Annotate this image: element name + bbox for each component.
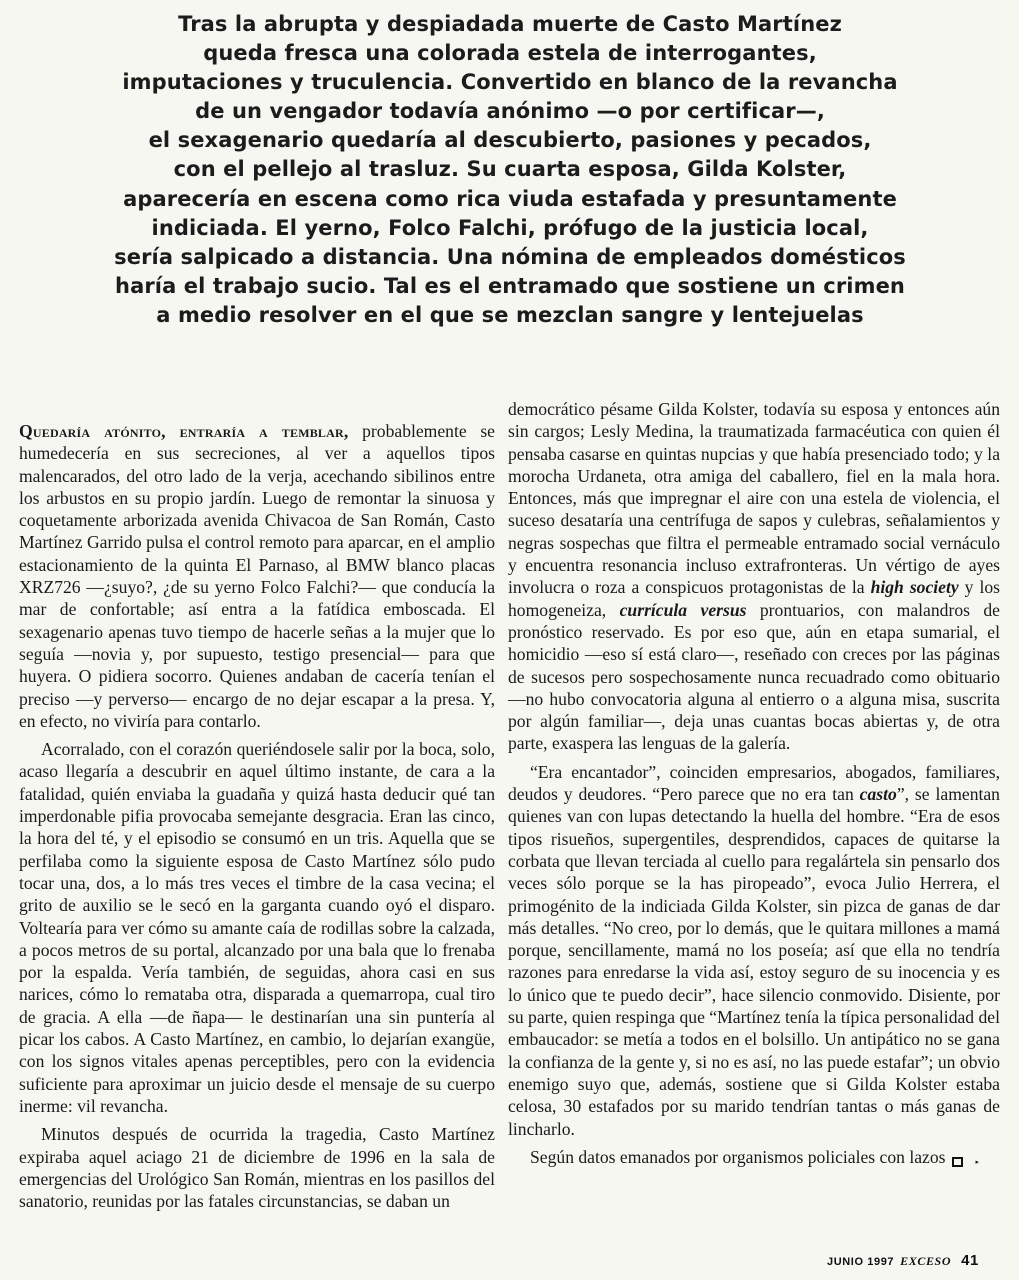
article-column-left	[19, 420, 495, 1212]
lead-paragraph	[20, 10, 1000, 330]
page-footer	[827, 1252, 979, 1269]
lead-line: sería salpicado a distancia. Una nómina de empleados domésticos	[114, 244, 906, 269]
lead-line: aparecería en escena como rica viuda estafada y presuntamente	[123, 186, 897, 211]
paragraph-text: ”, se lamentan quienes van con lupas detectando la huella del hombre. “Era de esos tipos risueños, supergentiles, desprendidos, capaces de quitarse la corbata que llevan terciada al cuello para regalártela sin pensarlo dos veces sólo porque se la has piropeado”, evoca Julio Herrera, el primogénito de la indiciada Gilda Kolster, sin pizca de ganas de dar más detalles. “No creo, por lo demás, que le quitara millones a mamá porque, sencillamente, mamá no los poseía; así que ella no tendría razones para enredarse la vida así, estoy seguro de su inocencia y es lo único que te puedo decir”, hace silencio conmovido. Disiente, por su parte, quien respinga que “Martínez tenía la típica personalidad del embaucador: se metía a todos en el bolsillo. Un antipático no se gana la confianza de la gente y, si no es así, no las puede estafar”; un obvio enemigo suyo que, además, sostiene que si Gilda Kolster estaba celosa, 30 estafados por su marido tendrían tantas o más ganas de lincharlo.	[508, 784, 1000, 1139]
page-number: 41	[961, 1252, 979, 1269]
lead-line: con el pellejo al trasluz. Su cuarta esposa, Gilda Kolster,	[173, 157, 847, 182]
lead-line: a medio resolver en el que se mezclan sangre y lentejuelas	[156, 302, 864, 327]
paragraph-text: probablemente se humedecería en sus secreciones, al ver a aquellos tipos malencarados, del otro lado de la verja, acechando sibilinos entre los arbustos en su propio jardín. Luego de remontar la sinuosa y coquetamente arborizada avenida Chivacoa de San Román, Casto Martínez Garrido pulsa el control remoto para aparcar, en el amplio estacionamiento de la quinta El Parnaso, al BMW blanco placas XRZ726 —¿suyo?, ¿de su yerno Folco Falchi?— que conducía la mar de confortable; así entra a la fatídica emboscada. El sexagenario apenas tuvo tiempo de hacerle señas a la mujer que lo seguía —novia y, por supuesto, testigo presencial— para que huyera. O pidiera socorro. Quienes andaban de cacería tenían el preciso —y perverso— encargo de no dejar escapar a la presa. Y, en efecto, no viviría para contarlo.	[19, 421, 495, 731]
body-paragraph: Acorralado, con el corazón queriéndosele salir por la boca, solo, acaso llegaría a descubrir en aquel último instante, de cara a la fatalidad, quién enviaba la guadaña y quizá hasta deducir qué tan imperdonable pifia provocaba semejante desgracia. Eran las cinco, la hora del té, y el episodio se consumó en un tris. Aquella que se perfilaba como la siguiente esposa de Casto Martínez sólo pudo tocar una, dos, a lo más tres veces el timbre de la casa vecina; el grito de auxilio se le secó en la garganta cuando oyó el disparo. Voltearía para ver cómo su amante caía de rodillas sobre la calzada, a pocos metros de su portal, alcanzado por una bala que lo frenaba por la espalda. Vería también, de seguidas, ahora casi en sus narices, cómo lo remataba otra, disparada a quemarropa, cual tiro de gracia. A ella —de ñapa— le destinarían una sin puntería al picar los cabos. A Casto Martínez, en cambio, lo dejarían exangüe, con los signos vitales apenas perceptibles, pero con la evidencia suficiente para aproximar un juicio desde el mensaje de su cuerpo inerme: vil revancha.	[19, 739, 495, 1116]
opening-words: Quedaría atónito, entraría a temblar,	[19, 421, 349, 441]
body-paragraph	[508, 398, 1000, 755]
body-paragraph	[19, 420, 495, 732]
paragraph-text: y los homogeneiza,	[508, 577, 1000, 620]
body-paragraph	[508, 1146, 1000, 1168]
lead-line: el sexagenario quedaría al descubierto, pasiones y pecados,	[148, 128, 872, 153]
lead-line: de un vengador todavía anónimo —o por certificar—,	[195, 99, 825, 124]
lead-line: haría el trabajo sucio. Tal es el entramado que sostiene un crimen	[115, 273, 905, 298]
issue-date: JUNIO 1997	[826, 1256, 895, 1268]
body-paragraph	[508, 761, 1000, 1140]
magazine-name: EXCESO	[900, 1254, 952, 1268]
lead-line: queda fresca una colorada estela de interrogantes,	[203, 41, 817, 66]
body-paragraph: Minutos después de ocurrida la tragedia, Casto Martínez expiraba aquel aciago 21 de diciembre de 1996 en la sala de emergencias del Urológico San Román, mientras en los pasillos del sanatorio, reunidas por las fatales circunstancias, se daban un	[19, 1124, 495, 1212]
lead-line: indiciada. El yerno, Folco Falchi, prófugo de la justicia local,	[151, 215, 869, 240]
paragraph-text: prontuarios, con malandros de pronóstico reservado. Es por eso que, aún en etapa sumarial, el homicidio —eso sí está claro—, reseñado con creces por las páginas de sucesos pero sospechosamente nunca recuadrado como obituario —no hubo convocatoria alguna al entierro o a alguna misa, suscrita por algún familiar—, deja unas cuantas bocas abiertas y, de otra parte, exaspera las lenguas de la galería.	[508, 599, 1000, 754]
lead-line: Tras la abrupta y despiadada muerte de Casto Martínez	[178, 12, 842, 36]
emphasis-text: high society	[870, 577, 959, 598]
lead-line: imputaciones y truculencia. Convertido en blanco de la revancha	[122, 70, 898, 95]
article-column-right	[508, 398, 1000, 1168]
continue-arrow-icon: ▸	[952, 1157, 963, 1167]
paragraph-text: “Era encantador”, coinciden empresarios, abogados, familiares, deudos y deudores. “Pero parece que no era tan	[508, 761, 1000, 805]
paragraph-text: democrático pésame Gilda Kolster, todavía su esposa y entonces aún sin cargos; Lesly Medina, la traumatizada farmacéutica con quien él pensaba casarse en quintas nupcias y que había presenciado todo; y la morocha Urdaneta, otra amiga del caballero, fiel en la mala hora. Entonces, más que impregnar el aire con una estela de violencia, el suceso desataría una centrífuga de sapos y culebras, señalamientos y negras sospechas que filtra el permeable entramado social vernáculo y encuentra resonancia incluso extrafronteras. Un vértigo de ayes involucra o roza a conspicuos protagonistas de la	[508, 399, 1000, 598]
emphasis-text: currícula versus	[619, 599, 747, 620]
emphasis-text: casto	[859, 784, 897, 805]
paragraph-text: Según datos emanados por organismos policiales con lazos	[530, 1146, 946, 1167]
